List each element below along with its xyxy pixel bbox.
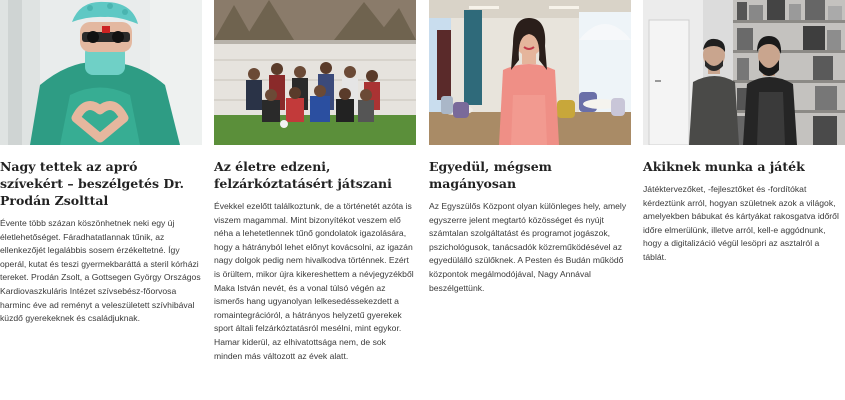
article-card[interactable] [214, 0, 416, 363]
article-excerpt: Játéktervezőket, -fejlesztőket és -fordítókat kérdeztünk arról, hogyan születnek azok a világok, amelyekben bábukat és kártyákat rakosgatva időről időre elmerülünk, illetve arról, kell-e aggódnunk, hogy a digitalizáció végül lesöpri az asztalról a táblát. [643, 184, 839, 262]
surgeon-photo [0, 0, 202, 145]
article-title[interactable]: Akiknek munka a játék [643, 159, 805, 174]
two-men-photo [643, 0, 845, 145]
article-excerpt: Évekkel ezelőtt találkoztunk, de a történetét azóta is viszem magammal. Mint bizonyítékot veszem elő néha a lehetetlennek tűnő gondolatok igazolására, hogy a hátrányból lehet előnyt kovácsolni, az igazán nagy dolgok pedig nem hivalkodva történnek. Ezért is örültem, mikor újra kikereshettem a névjegyzékből Maka István nevét, és a vonal túlsó végén az ismerős hang ugyanolyan lelkesedéssekezdett a romaintegrációról, a hátrányos helyzetű gyerekek sport általi felzárkóztatásról mesélni, mint egykor. Hamar kiderül, az elhivatottsága nem, de sok minden más változott az évek alatt. [214, 201, 414, 361]
article-excerpt: Évente több százan köszönhetnek neki egy új életlehetőséget. Fáradhatatlannak tűnik, az ellenkezőjét legalábbis sosem érzékeltetné. Így operál, kutat és teszi gyermekbaráttá a steril kórházi tereket. Prodán Zsolt, a Gottsegen György Országos Kardiovaszkuláris Intézet szívsebész-főorvosa harminc éve ad reményt a veleszületett szívhibával küzdő gyerekeknek és családjuknak. [0, 218, 201, 324]
woman-cafe-photo [429, 0, 631, 145]
article-image[interactable] [214, 0, 416, 145]
article-title[interactable]: Egyedül, mégsem magányosan [429, 159, 552, 191]
article-title[interactable]: Az életre edzeni, felzárkóztatásért játszani [214, 159, 392, 191]
article-image[interactable] [429, 0, 631, 145]
article-card[interactable] [429, 0, 631, 295]
article-image[interactable] [0, 0, 202, 145]
article-excerpt: Az Egyszülős Központ olyan különleges hely, amely egyszerre jelent megtartó közösséget és nyújt számtalan szolgáltatást és programot jogászok, pszichológusok, tanácsadók közreműködésével az egyedülálló szülőknek. A Pesten és Budán működő központok megálmodójával, Nagy Annával beszélgettünk. [429, 201, 627, 293]
article-card[interactable] [0, 0, 202, 326]
article-card[interactable] [643, 0, 845, 265]
article-image[interactable] [643, 0, 845, 145]
article-title[interactable]: Nagy tettek az apró szívekért – beszélgetés Dr. Prodán Zsolttal [0, 159, 184, 208]
football-team-photo [214, 0, 416, 145]
